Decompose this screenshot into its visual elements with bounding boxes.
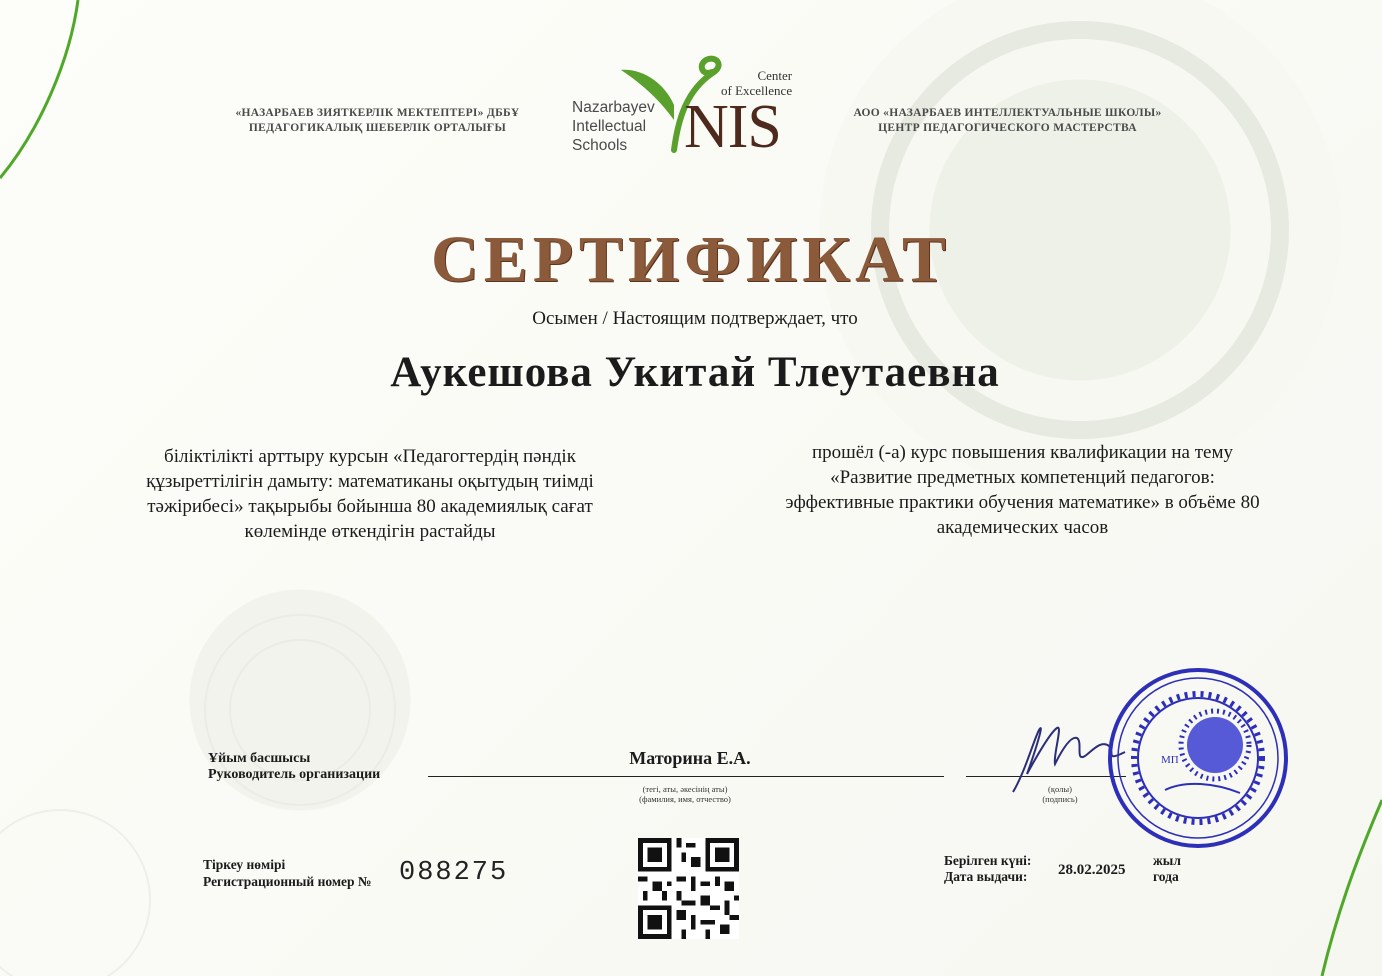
svg-text:МП: МП bbox=[1161, 754, 1179, 766]
signer-name: Маторина Е.А. bbox=[629, 748, 751, 768]
header-right bbox=[830, 106, 1185, 136]
year-label-kz: жыл bbox=[1153, 853, 1181, 868]
issue-date-label-kz: Берілген күні: bbox=[944, 853, 1032, 868]
fio-caption-ru: (фамилия, имя, отчество) bbox=[639, 794, 731, 804]
certificate-title: СЕРТИФИКАТ bbox=[431, 223, 951, 296]
fio-caption bbox=[560, 784, 810, 804]
course-text-kz: біліктілікті арттыру курсын «Педагогтердің пәндік құзыреттілігін дамыту: математиканы оқытудың тиімді тәжірибесі» тақырыбы бойынша 80 академиялық сағат көлемінде өткендігін растайды bbox=[146, 446, 594, 542]
header-left-line2: ПЕДАГОГИКАЛЫҚ ШЕБЕРЛІК ОРТАЛЫҒЫ bbox=[248, 122, 507, 134]
header-left-line1: «НАЗАРБАЕВ ЗИЯТКЕРЛІК МЕКТЕПТЕРІ» ДББҰ bbox=[235, 107, 520, 119]
registration-label bbox=[203, 856, 371, 890]
issue-date-label-ru: Дата выдачи: bbox=[944, 869, 1028, 884]
recipient-name: Аукешова Укитай Тлеутаевна bbox=[390, 349, 1000, 396]
coe-line1: Center bbox=[757, 68, 793, 83]
sign-caption-kz: (қолы) bbox=[1048, 784, 1072, 794]
header-right-line1: АОО «НАЗАРБАЕВ ИНТЕЛЛЕКТУАЛЬНЫЕ ШКОЛЫ» bbox=[853, 107, 1162, 119]
nis-wordmark-line2: Intellectual bbox=[572, 118, 647, 135]
year-label bbox=[1153, 853, 1181, 885]
official-stamp bbox=[1105, 665, 1291, 851]
coe-line2: of Excellence bbox=[721, 83, 793, 98]
head-label bbox=[208, 751, 380, 783]
year-label-ru: года bbox=[1153, 869, 1179, 884]
nis-logo bbox=[566, 50, 806, 160]
fio-caption-kz: (тегі, аты, әкесінің аты) bbox=[642, 784, 728, 794]
issue-date: 28.02.2025 bbox=[1058, 862, 1126, 878]
registration-label-kz: Тіркеу нөмірі bbox=[203, 857, 286, 872]
qr-code bbox=[638, 838, 739, 939]
name-line bbox=[428, 776, 944, 777]
course-text-ru: прошёл (-а) курс повышения квалификации на тему «Развитие предметных компетенций педагогов: эффективные практики обучения математике» в объёме 80 академических часов bbox=[785, 442, 1260, 538]
header-left bbox=[210, 106, 545, 136]
registration-label-ru: Регистрационный номер № bbox=[203, 874, 372, 889]
nis-wordmark-line3: Schools bbox=[572, 137, 628, 154]
nis-wordmark-line1: Nazarbayev bbox=[572, 99, 655, 116]
head-label-kz: Ұйым басшысы bbox=[208, 751, 311, 766]
confirm-text: Осымен / Настоящим подтверждает, что bbox=[532, 308, 858, 329]
nis-mark: NIS bbox=[684, 93, 781, 161]
sign-caption-ru: (подпись) bbox=[1042, 794, 1078, 804]
head-label-ru: Руководитель организации bbox=[208, 767, 381, 782]
header-right-line2: ЦЕНТР ПЕДАГОГИЧЕСКОГО МАСТЕРСТВА bbox=[878, 122, 1137, 134]
registration-number: 088275 bbox=[399, 858, 509, 888]
nis-wordmark bbox=[572, 98, 655, 155]
issue-date-label bbox=[944, 853, 1031, 885]
